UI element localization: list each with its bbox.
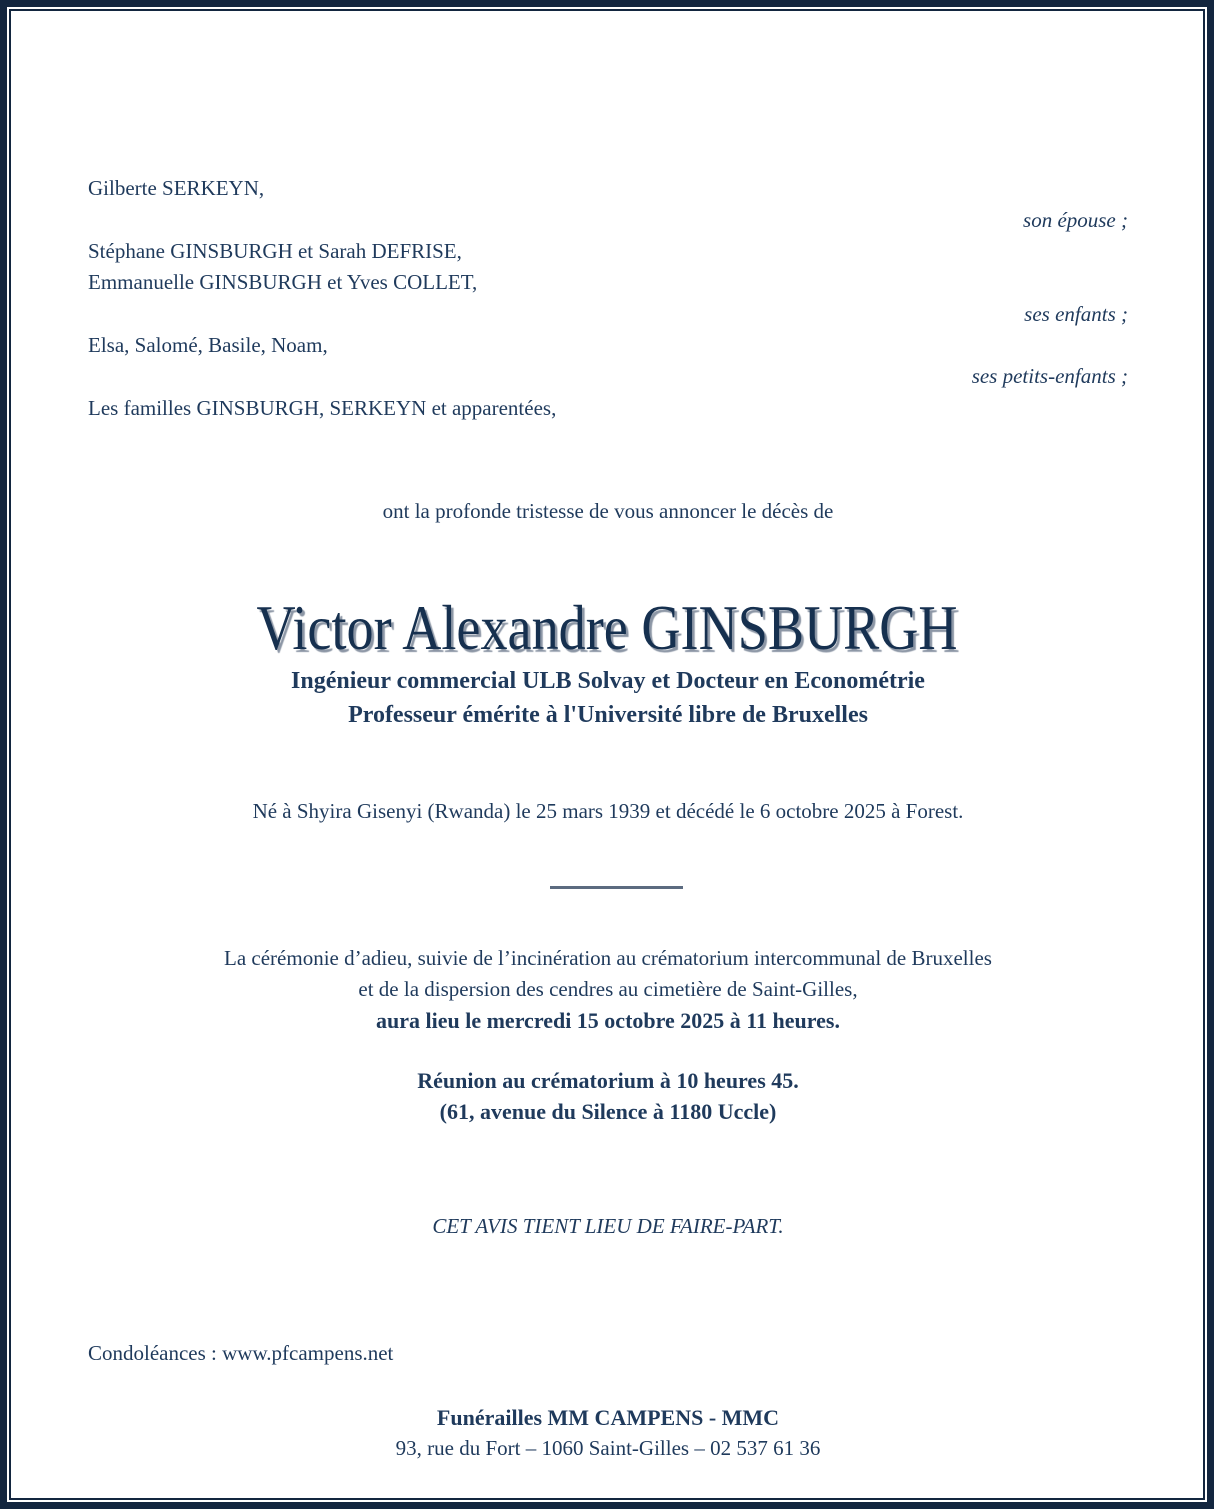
family-line-spouse-name: Gilberte SERKEYN,	[88, 176, 265, 200]
deceased-title-degree: Ingénieur commercial ULB Solvay et Docteur en Econométrie	[291, 668, 925, 694]
family-line-child-1: Stéphane GINSBURGH et Sarah DEFRISE,	[88, 239, 462, 263]
family-line-grandchildren-role: ses petits-enfants ;	[971, 364, 1128, 388]
ceremony-line-1: La cérémonie d’adieu, suivie de l’incinération au crématorium intercommunal de Bruxelles	[224, 946, 992, 970]
meeting-address-line: (61, avenue du Silence à 1180 Uccle)	[439, 1099, 777, 1124]
life-dates-line: Né à Shyira Gisenyi (Rwanda) le 25 mars 1939 et décédé le 6 octobre 2025 à Forest.	[252, 799, 964, 823]
funeral-home-name: Funérailles MM CAMPENS - MMC	[436, 1405, 780, 1430]
faire-part-notice: CET AVIS TIENT LIEU DE FAIRE-PART.	[432, 1214, 784, 1238]
meeting-time-line: Réunion au crématorium à 10 heures 45.	[417, 1068, 799, 1093]
deceased-name-title: Victor Alexandre GINSBURGH	[256, 593, 958, 663]
funeral-home-address: 93, rue du Fort – 1060 Saint-Gilles – 02 537 61 36	[395, 1436, 821, 1460]
ceremony-date-line: aura lieu le mercredi 15 octobre 2025 à 11 heures.	[376, 1008, 840, 1033]
condolences-url[interactable]: www.pfcampens.net	[222, 1341, 394, 1365]
family-line-families: Les familles GINSBURGH, SERKEYN et apparentées,	[88, 396, 557, 420]
family-line-spouse-role: son épouse ;	[1023, 208, 1128, 232]
section-divider	[550, 886, 683, 889]
condolences-line	[88, 1338, 1128, 1369]
deceased-title-professor: Professeur émérite à l'Université libre de Bruxelles	[348, 702, 868, 728]
ceremony-line-2: et de la dispersion des cendres au cimetière de Saint-Gilles,	[358, 977, 858, 1001]
family-line-child-2: Emmanuelle GINSBURGH et Yves COLLET,	[88, 270, 478, 294]
family-line-children-role: ses enfants ;	[1024, 302, 1128, 326]
family-line-grandchildren-names: Elsa, Salomé, Basile, Noam,	[88, 333, 328, 357]
announcement-intro: ont la profonde tristesse de vous annoncer le décès de	[382, 499, 834, 523]
condolences-label: Condoléances :	[88, 1341, 223, 1365]
